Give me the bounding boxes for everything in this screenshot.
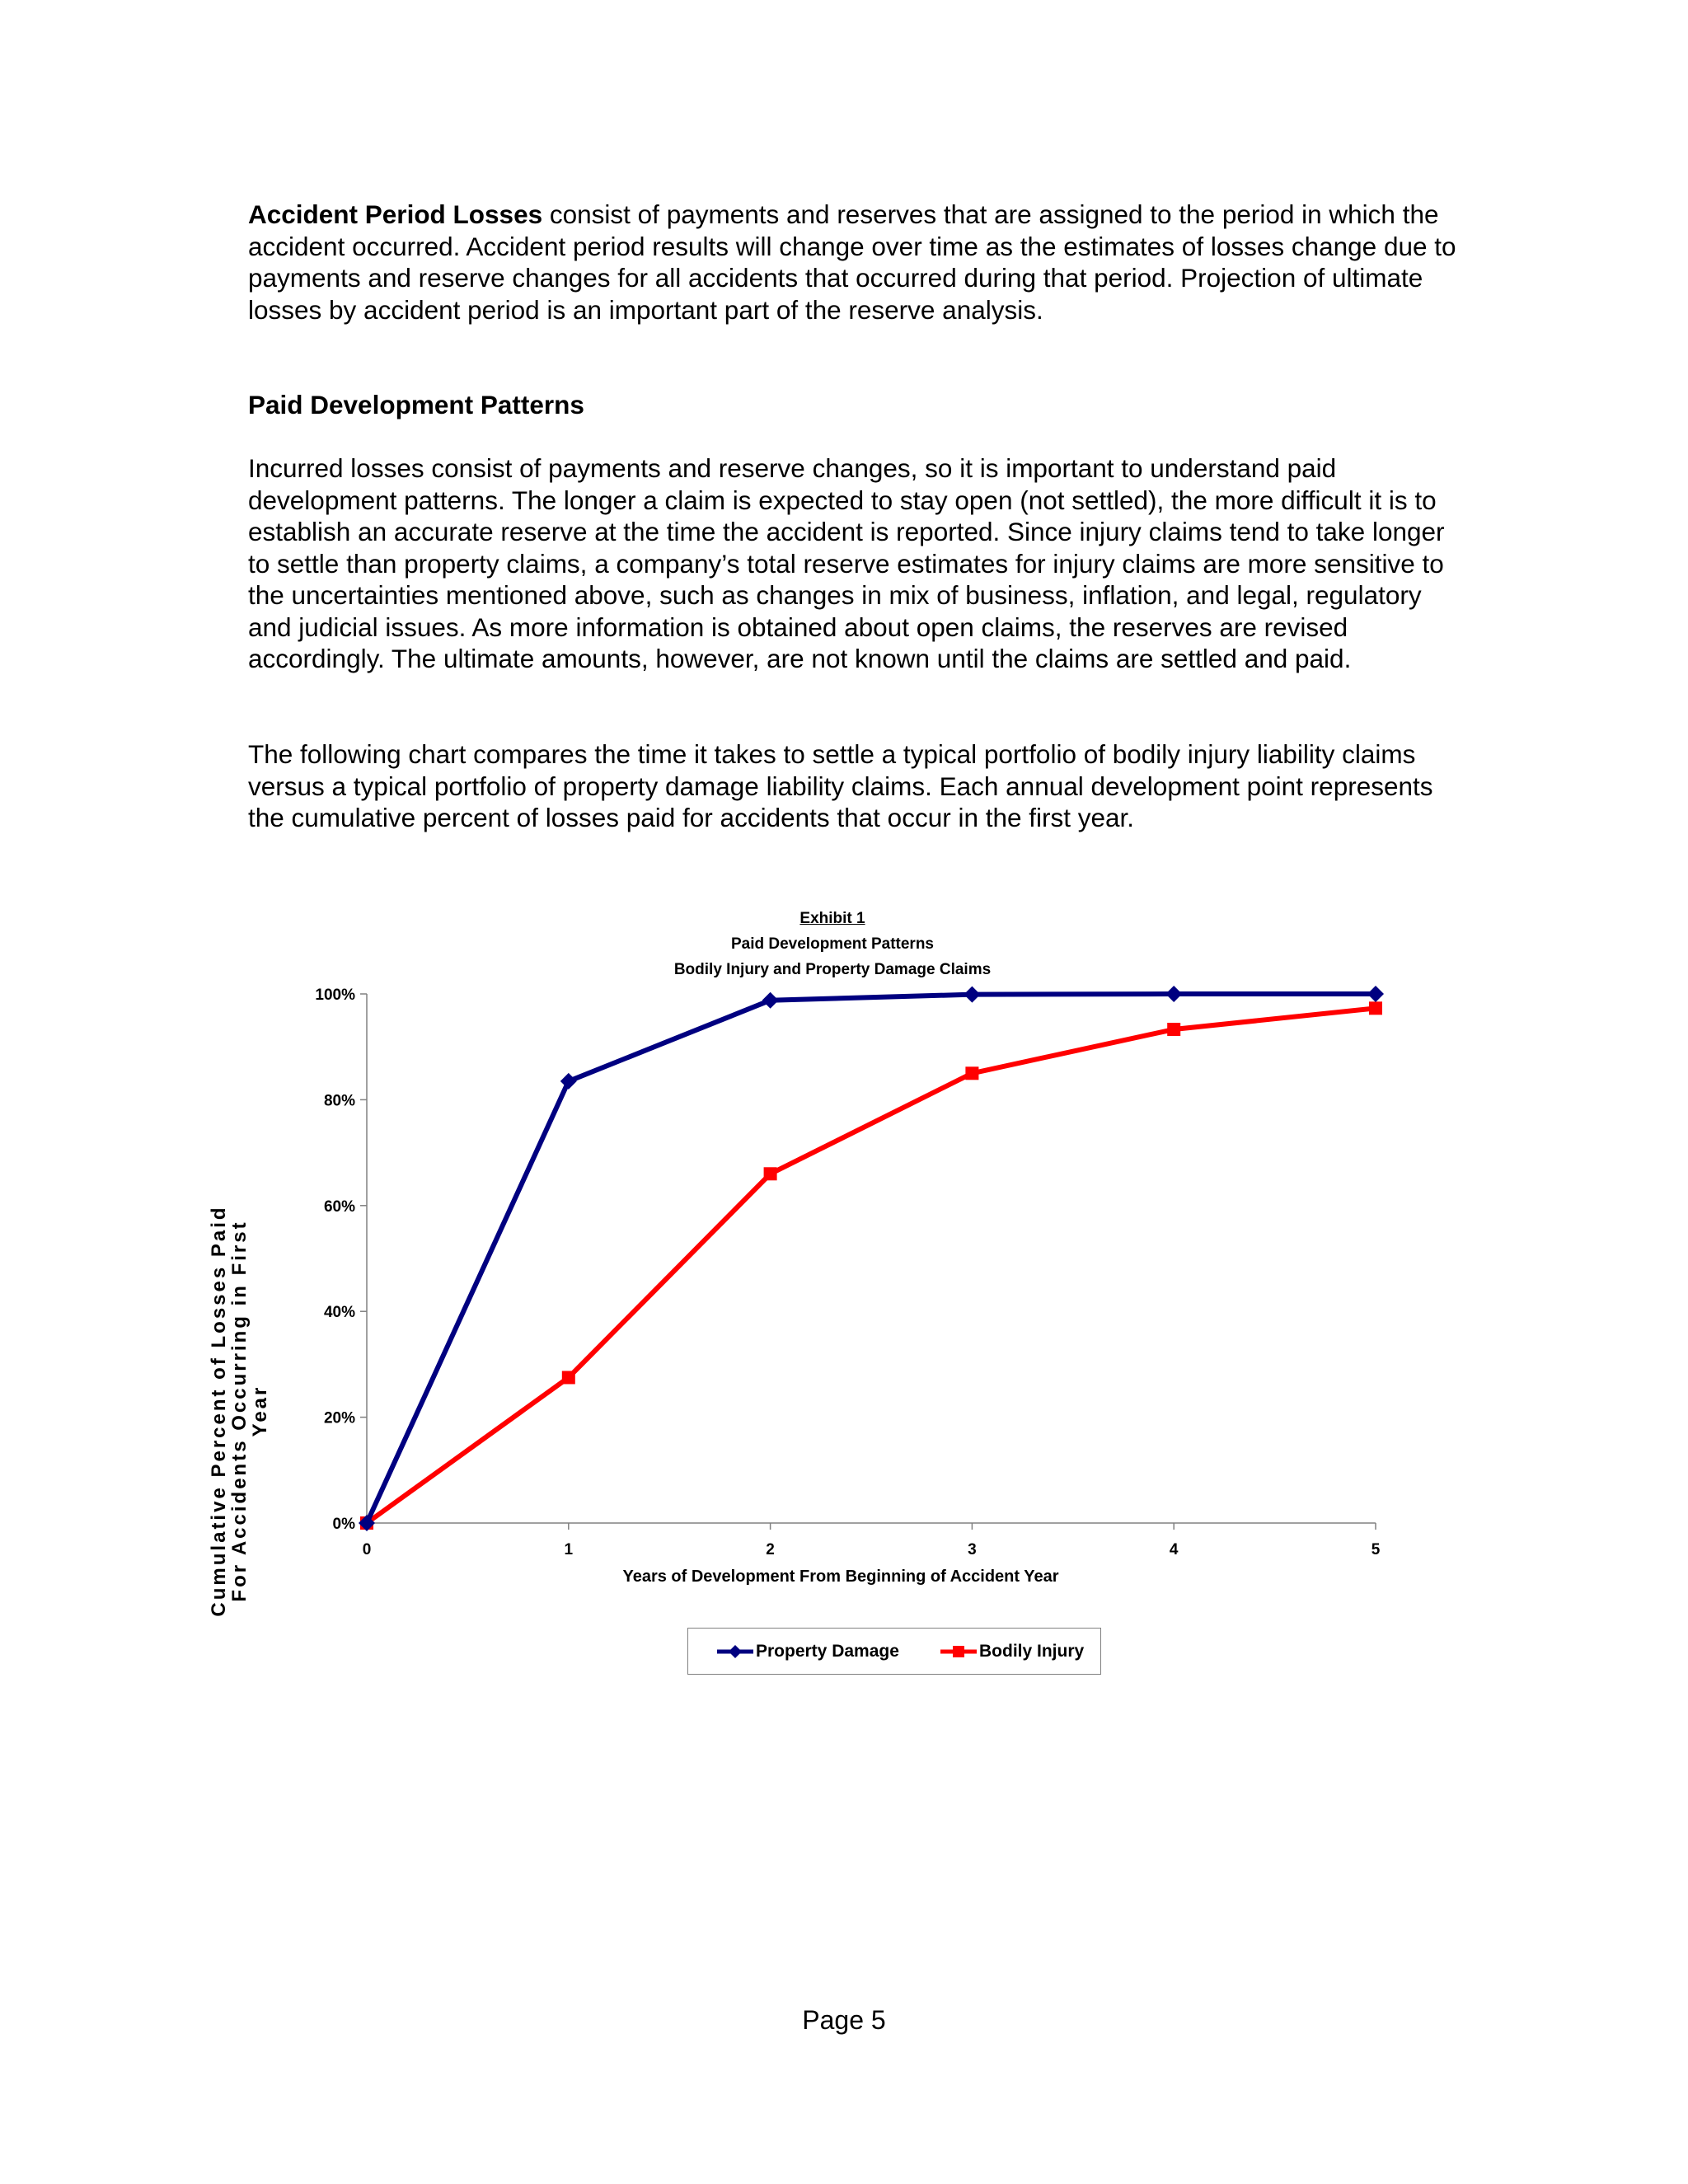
data-point-bodily-injury <box>1369 1001 1382 1015</box>
chart <box>208 902 1451 1694</box>
paragraph-accident-text: consist of payments and reserves that are assigned to the period in which the accident occurred. Accident period results will change over time as the estimates of losses change due to payments and reserve changes for all accidents that occurred during that period. Projection of ultimate losses by accident period is an important part of the reserve analysis. <box>248 199 1456 325</box>
legend-swatch-bodily-injury <box>940 1643 978 1660</box>
x-tick-label: 0 <box>362 1541 372 1558</box>
data-point-bodily-injury <box>562 1371 575 1384</box>
legend-item-bodily-injury <box>940 1629 1084 1674</box>
y-tick-label: 40% <box>323 1304 355 1322</box>
y-tick-label: 80% <box>323 1092 355 1110</box>
data-point-property-damage <box>762 992 779 1009</box>
legend-swatch-property-damage <box>716 1643 754 1660</box>
paragraph-incurred-losses: Incurred losses consist of payments and reserve changes, so it is important to understand paid development patterns. The longer a claim is expected to stay open (not settled), the more difficult it is to establish an accurate reserve at the time the accident is reported. Since injury claims tend to take longer to settle than property claims, a company’s total reserve estimates for injury claims are more sensitive to the uncertainties mentioned above, such as changes in mix of business, inflation, and legal, regulatory and judicial issues. As more information is obtained about open claims, the reserves are revised accordingly. The ultimate amounts, however, are not known until the claims are settled and paid. <box>248 453 1445 673</box>
data-point-property-damage <box>964 987 980 1003</box>
x-tick-label: 5 <box>1371 1541 1381 1558</box>
page-number: Page 5 <box>802 2005 886 2035</box>
chart-legend <box>687 1628 1101 1675</box>
data-point-property-damage <box>1367 986 1384 1002</box>
data-point-property-damage <box>1165 986 1182 1002</box>
x-tick-label: 4 <box>1169 1541 1179 1558</box>
y-tick-label: 100% <box>315 987 355 1004</box>
chart-subtitle-2: Bodily Injury and Property Damage Claims <box>673 961 992 978</box>
data-point-bodily-injury <box>764 1167 777 1180</box>
paragraph-chart-intro: The following chart compares the time it takes to settle a typical portfolio of bodily injury liability claims versus a typical portfolio of property damage liability claims. Each annual development point represents the cumulative percent of losses paid for accidents that occur in the first year. <box>248 739 1433 832</box>
x-tick-label: 2 <box>766 1541 775 1558</box>
series-line-bodily-injury <box>367 1008 1376 1523</box>
x-tick-label: 1 <box>564 1541 574 1558</box>
y-tick-label: 0% <box>332 1516 355 1533</box>
chart-x-axis-label: Years of Development From Beginning of Accident Year <box>622 1568 1059 1586</box>
y-tick-label: 60% <box>323 1197 355 1216</box>
series-line-property-damage <box>367 994 1376 1523</box>
legend-item-property-damage <box>716 1629 899 1674</box>
legend-label-bodily-injury: Bodily Injury <box>979 1641 1085 1661</box>
paragraph-accident-period-losses <box>248 199 1468 326</box>
chart-y-axis-label: Cumulative Percent of Losses Paid For Accidents Occurring in First Year <box>208 1205 271 1617</box>
chart-title: Exhibit 1 <box>799 910 865 927</box>
section-heading: Paid Development Patterns <box>248 390 584 419</box>
data-point-property-damage <box>560 1073 577 1090</box>
term-accident-period-losses: Accident Period Losses <box>248 199 543 229</box>
y-tick-label: 20% <box>323 1409 355 1427</box>
data-point-bodily-injury <box>1167 1023 1180 1036</box>
data-point-bodily-injury <box>965 1066 978 1080</box>
legend-label-property-damage: Property Damage <box>756 1641 899 1661</box>
chart-subtitle: Paid Development Patterns <box>730 935 935 953</box>
x-tick-label: 3 <box>968 1541 977 1558</box>
